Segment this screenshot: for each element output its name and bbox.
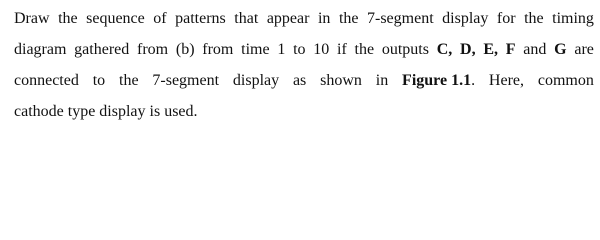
line1-word: of: [153, 10, 167, 27]
output-f-label: F: [505, 41, 516, 58]
line1-word: 7-segment: [367, 10, 434, 27]
line1-word: the: [524, 10, 544, 27]
line2-word: (b): [175, 41, 195, 58]
line3-word: to: [92, 72, 106, 89]
line2-word: if: [337, 41, 347, 58]
line1-word: for: [496, 10, 516, 27]
line3-word: in: [375, 72, 389, 89]
line1-word: that: [234, 10, 259, 27]
line2-word: are: [574, 41, 594, 58]
output-c-label: C,: [436, 41, 453, 58]
line2-word: from: [202, 41, 234, 58]
line2-word: diagram: [14, 41, 67, 58]
line2-word: outputs: [381, 41, 429, 58]
line1-word: timing: [552, 10, 594, 27]
paragraph-line-1: [14, 3, 594, 34]
line1-word: display: [442, 10, 489, 27]
line1-word: Draw: [14, 10, 50, 27]
line1-word: the: [58, 10, 78, 27]
paragraph-line-3: [14, 65, 594, 96]
line3-word: shown: [320, 72, 362, 89]
line3-word: connected: [14, 72, 79, 89]
line1-word: patterns: [175, 10, 226, 27]
line2-word: gathered: [74, 41, 130, 58]
line1-word: appear: [266, 10, 310, 27]
line1-word: the: [338, 10, 359, 27]
line3-word: 7-segment: [152, 72, 220, 89]
output-e-label: E,: [483, 41, 499, 58]
figure-reference: Figure 1.1.: [402, 72, 476, 89]
line3-word: as: [292, 72, 307, 89]
line3-word: common: [537, 72, 594, 89]
line3-word: Here,: [488, 72, 525, 89]
line2-word: to: [293, 41, 306, 58]
line2-word: time: [241, 41, 270, 58]
line2-word: 10: [313, 41, 330, 58]
output-d-label: D,: [460, 41, 476, 58]
line1-word: sequence: [86, 10, 145, 27]
paragraph-line-4: cathode type display is used.: [14, 103, 198, 120]
line3-word: display: [232, 72, 280, 89]
line2-word: from: [137, 41, 169, 58]
line2-word: the: [354, 41, 375, 58]
line2-word: 1: [277, 41, 286, 58]
line3-word: the: [119, 72, 139, 89]
line2-word: and: [523, 41, 547, 58]
paragraph-line-2: [14, 34, 594, 65]
output-g-label: G: [554, 41, 567, 58]
line1-word: in: [317, 10, 331, 27]
figure-reference-label: Figure 1.1: [402, 72, 472, 89]
